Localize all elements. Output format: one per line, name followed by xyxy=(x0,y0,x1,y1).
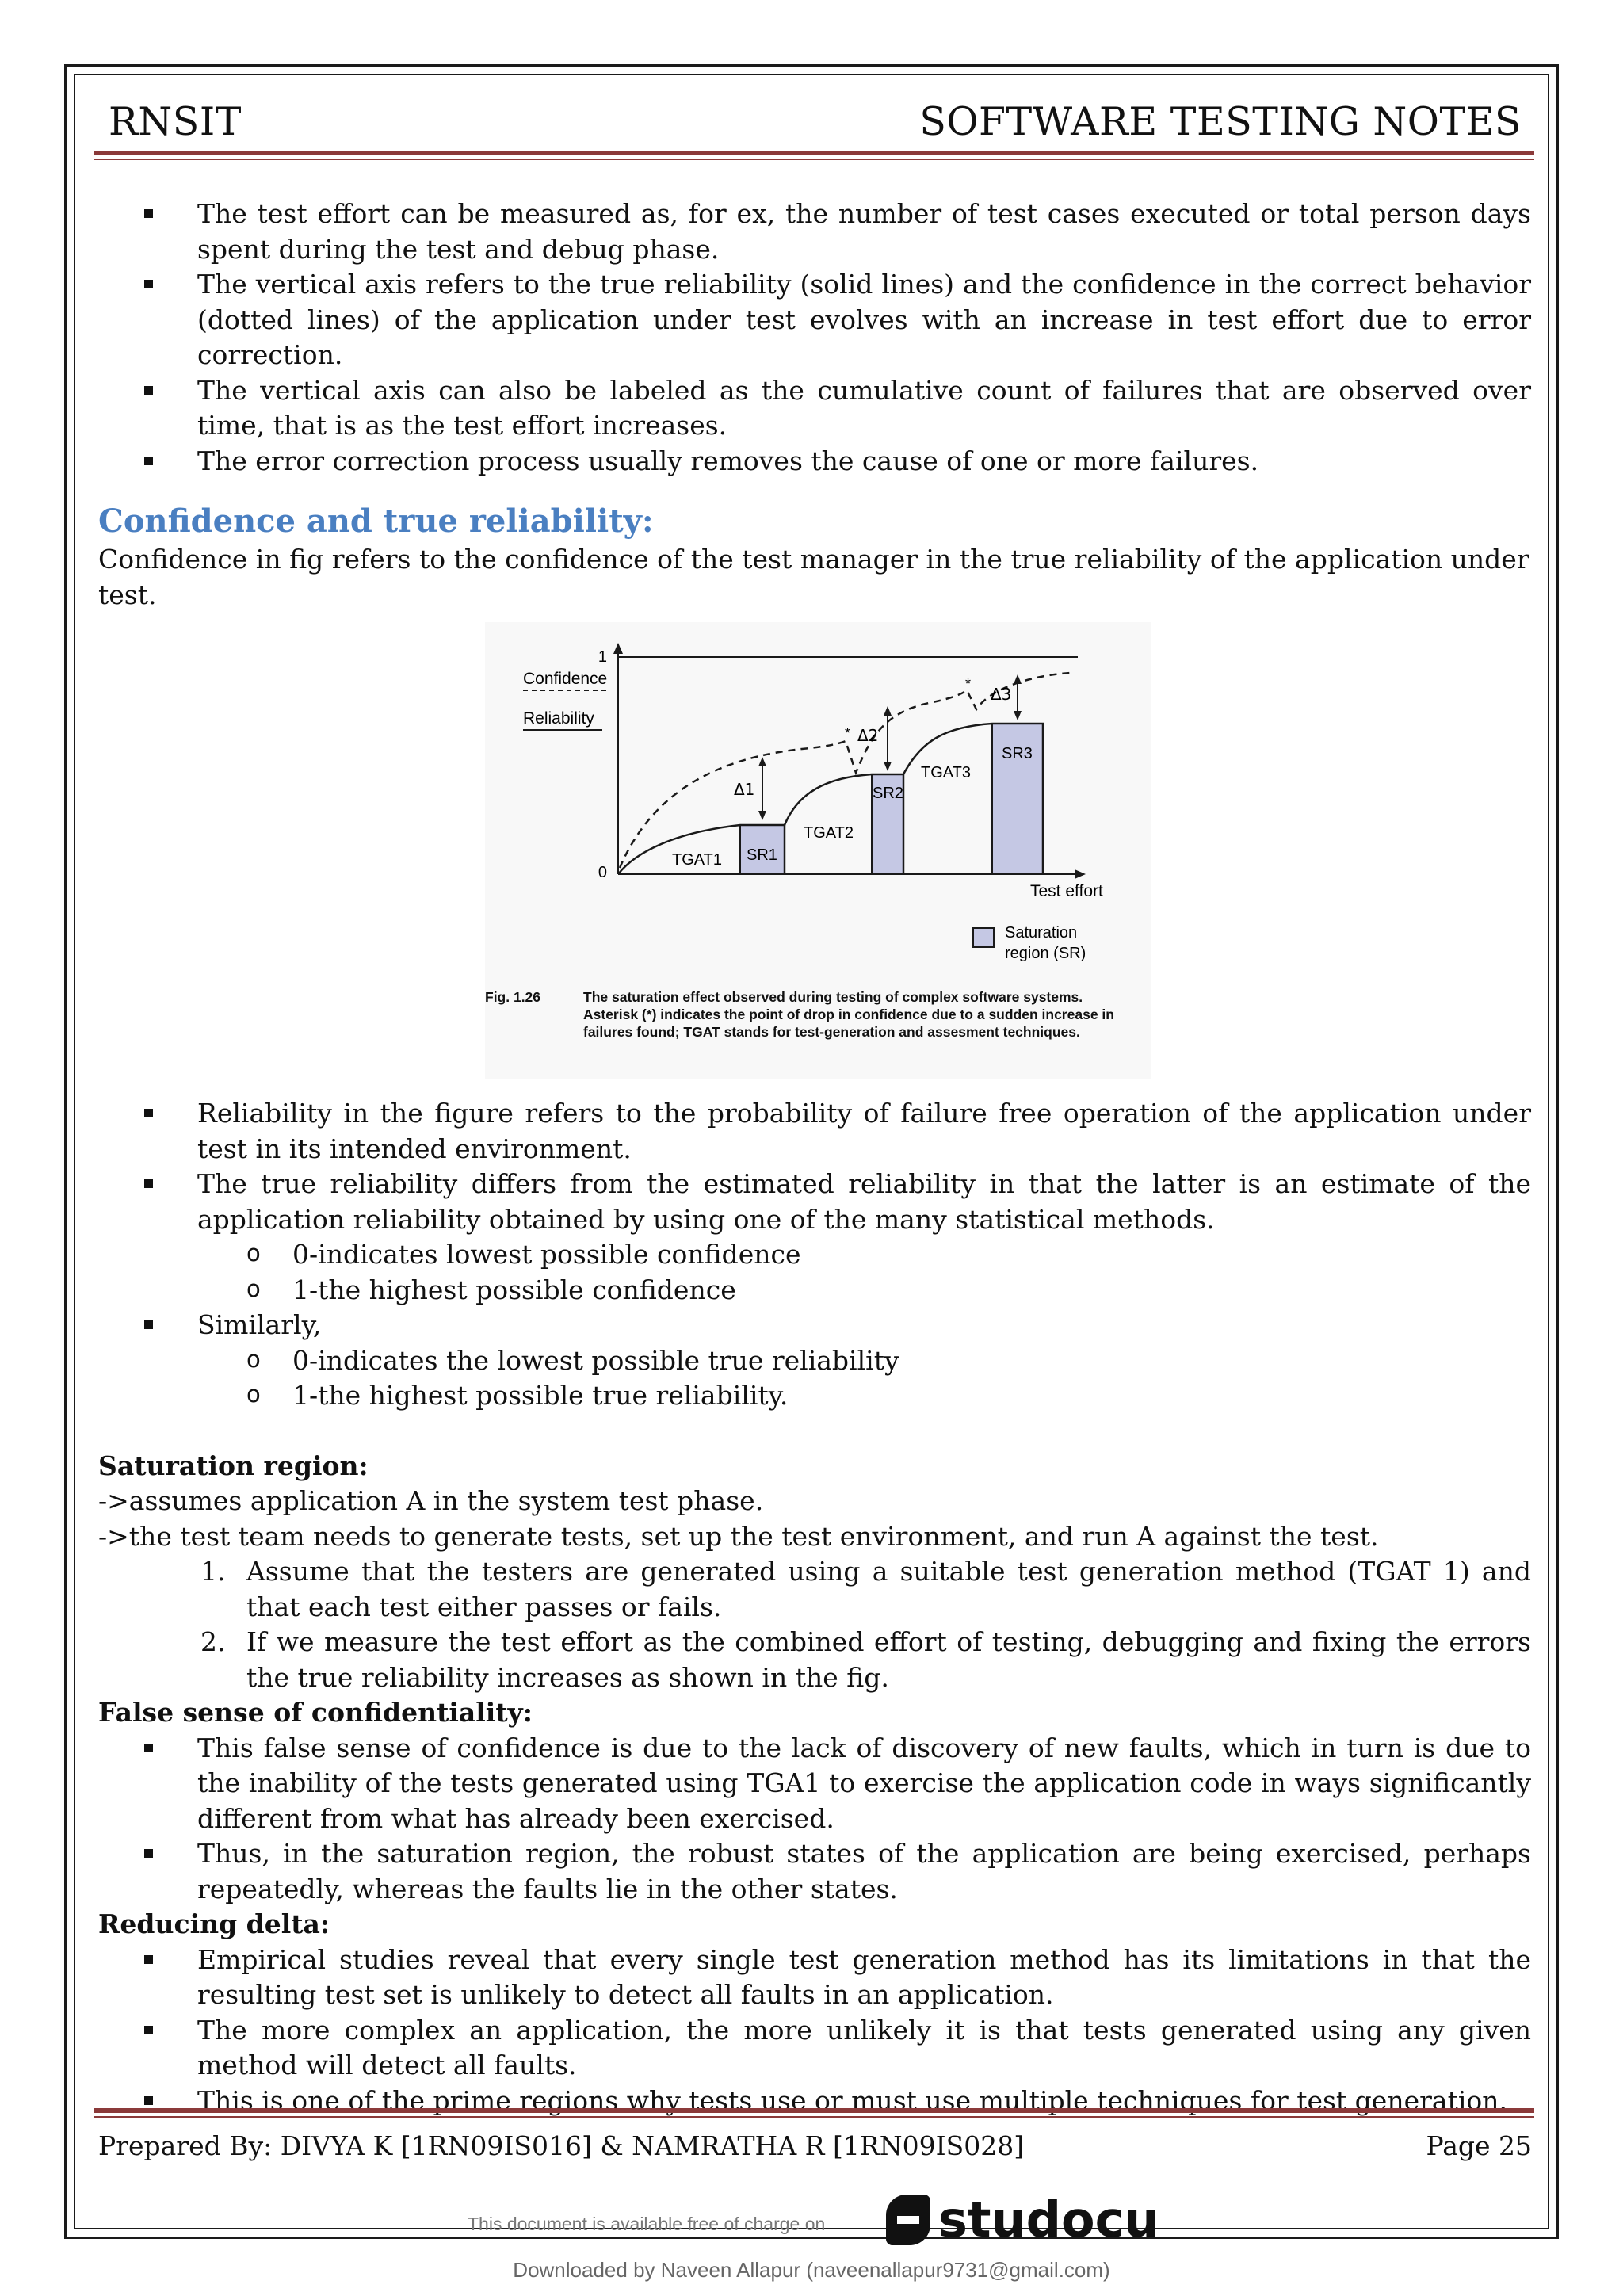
list-item-text: If we measure the test effort as the combined effort of testing, debugging and fixing the errors the true reliability increases as shown in the fig. xyxy=(246,1626,1531,1693)
list-item: o 0-indicates the lowest possible true reliability xyxy=(292,1343,1531,1379)
delta-1-label: Δ1 xyxy=(734,780,755,799)
confidence-sub-list xyxy=(98,1237,1531,1308)
sr2-label: SR2 xyxy=(873,785,903,802)
saturation-figure xyxy=(485,622,1151,1079)
list-item: The vertical axis can also be labeled as the cumulative count of failures that are observed over time, that is as the test effort increases. xyxy=(197,373,1531,444)
saturation-legend-line2: region (SR) xyxy=(1005,945,1086,962)
studocu-logo-text: studocu xyxy=(938,2191,1159,2248)
saturation-line-2: ->the test team needs to generate tests, set up the test environment, and run A against the test. xyxy=(98,1520,1379,1552)
y-tick-1: 1 xyxy=(598,648,607,666)
list-item: The test effort can be measured as, for ex, the number of test cases executed or total person days spent during the test and debug phase. xyxy=(197,197,1531,267)
delta-1-arrow-head-up xyxy=(758,757,766,766)
list-item: The more complex an application, the more unlikely it is that tests generated using any given method will detect all faults. xyxy=(197,2013,1531,2084)
list-item: o 1-the highest possible confidence xyxy=(292,1273,1531,1308)
asterisk-1: * xyxy=(845,725,851,741)
list-item: Similarly, xyxy=(197,1308,1531,1343)
delta-2-label: Δ2 xyxy=(857,726,879,745)
false-sense-heading: False sense of confidentiality: xyxy=(98,1697,533,1728)
watermark-text: This document is available free of charge on xyxy=(468,2214,826,2234)
saturation-chart xyxy=(485,622,1151,987)
reliability-sub-list xyxy=(98,1343,1531,1414)
saturation-heading: Saturation region: xyxy=(98,1450,369,1481)
sr3-label: SR3 xyxy=(1002,745,1033,762)
downloaded-by-notice: Downloaded by Naveen Allapur (naveenallapur9731@gmail.com) xyxy=(513,2258,1110,2282)
list-number: 2. xyxy=(200,1626,226,1657)
similarly-bullet-list xyxy=(98,1308,1531,1343)
header-right: SOFTWARE TESTING NOTES xyxy=(919,99,1522,144)
delta-2-arrow-head-up xyxy=(884,706,892,716)
legend-confidence: Confidence xyxy=(523,670,608,688)
list-item xyxy=(200,1625,1531,1695)
false-sense-bullet-list xyxy=(98,1731,1531,1908)
figure-caption-label: Fig. 1.26 xyxy=(485,989,541,1005)
saturation-legend-line1: Saturation xyxy=(1005,924,1078,942)
tgat1-label: TGAT1 xyxy=(672,851,722,869)
section-title: Confidence and true reliability: xyxy=(98,502,654,540)
list-item: The error correction process usually removes the cause of one or more failures. xyxy=(197,444,1531,479)
page-content xyxy=(98,197,1531,2118)
reducing-delta-heading: Reducing delta: xyxy=(98,1908,330,1939)
delta-3-arrow-head-down xyxy=(1014,711,1022,720)
delta-3-label: Δ3 xyxy=(991,685,1012,704)
list-item: Reliability in the figure refers to the probability of failure free operation of the application under test in its intended environment. xyxy=(197,1096,1531,1167)
list-item: o 1-the highest possible true reliability. xyxy=(292,1378,1531,1414)
list-item xyxy=(200,1554,1531,1625)
header-left: RNSIT xyxy=(109,99,242,144)
tgat2-label: TGAT2 xyxy=(804,824,854,842)
intro-bullet-list xyxy=(98,197,1531,479)
y-tick-0: 0 xyxy=(598,864,607,881)
sr1-label: SR1 xyxy=(747,846,777,864)
delta-3-arrow-head-up xyxy=(1014,674,1022,684)
list-item: This false sense of confidence is due to the lack of discovery of new faults, which in turn is due to the inability of the tests generated using TGA1 to exercise the application code in ways significantly different from what has already been exercised. xyxy=(197,1731,1531,1837)
header-rule xyxy=(94,151,1534,160)
footer-rule xyxy=(94,2108,1534,2118)
x-axis-label: Test effort xyxy=(1030,882,1103,900)
saturation-line-1: ->assumes application A in the system test phase. xyxy=(98,1485,764,1516)
footer-prepared-by: Prepared By: DIVYA K [1RN09IS016] & NAMRATHA R [1RN09IS028] xyxy=(98,2130,1025,2161)
footer-page-number: Page 25 xyxy=(1426,2130,1532,2161)
list-item: Thus, in the saturation region, the robust states of the application are being exercised, perhaps repeatedly, whereas the faults lie in the other states. xyxy=(197,1836,1531,1907)
list-item: The vertical axis refers to the true reliability (solid lines) and the confidence in the correct behavior (dotted lines) of the application under test evolves with an increase in test effort due to error correction. xyxy=(197,267,1531,373)
legend-reliability: Reliability xyxy=(523,709,594,728)
figure-caption-text: The saturation effect observed during testing of complex software systems. Asterisk (*) indicates the point of drop in confidence due to a sudden increase in failures found; TGAT stands for test-generation and assesment techniques. xyxy=(583,989,1114,1040)
list-item-text: The true reliability differs from the estimated reliability in that the latter is an estimate of the application reliability obtained by using one of the many statistical methods. xyxy=(197,1168,1531,1235)
list-item-text: Assume that the testers are generated using a suitable test generation method (TGAT 1) and that each test either passes or fails. xyxy=(246,1556,1531,1622)
asterisk-2: * xyxy=(965,676,972,692)
reliability-bullet-list xyxy=(98,1096,1531,1237)
studocu-logo-icon xyxy=(886,2195,930,2245)
delta-1-arrow-head-down xyxy=(758,811,766,820)
section-intro: Confidence in fig refers to the confidence of the test manager in the true reliability of the application under test. xyxy=(98,544,1529,610)
studocu-logo[interactable] xyxy=(886,2191,1159,2248)
delta-2-arrow-head-down xyxy=(884,762,892,771)
list-item: o 0-indicates lowest possible confidence xyxy=(292,1237,1531,1273)
y-axis-arrow xyxy=(613,643,623,654)
saturation-legend-swatch xyxy=(973,928,994,947)
x-axis-arrow xyxy=(1075,869,1086,879)
list-item: Empirical studies reveal that every single test generation method has its limitations in that the resulting test set is unlikely to detect all faults in an application. xyxy=(197,1943,1531,2013)
list-item xyxy=(197,1167,1531,1237)
saturation-numbered-list xyxy=(98,1554,1531,1695)
list-item: This is one of the prime regions why tests use or must use multiple techniques for test generation. xyxy=(197,2084,1531,2119)
reducing-delta-bullet-list xyxy=(98,1943,1531,2119)
list-number: 1. xyxy=(200,1556,226,1587)
tgat3-label: TGAT3 xyxy=(921,764,971,781)
